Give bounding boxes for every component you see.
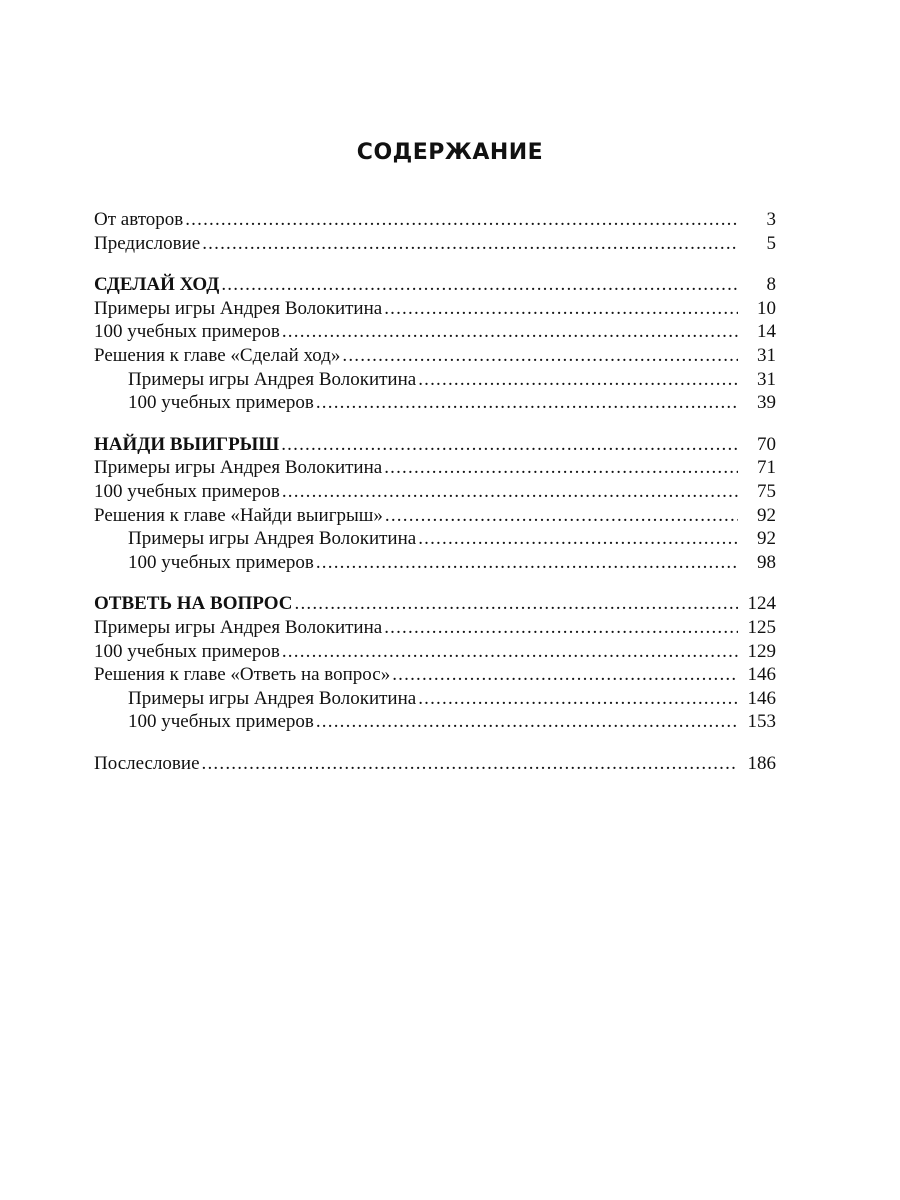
toc-page-number: 31 bbox=[757, 368, 776, 390]
toc-entry-label: НАЙДИ ВЫИГРЫШ bbox=[94, 433, 280, 455]
toc-page-number: 186 bbox=[747, 752, 776, 774]
toc-page-number: 3 bbox=[766, 209, 776, 230]
toc-entry bbox=[94, 663, 776, 687]
toc-page-number: 5 bbox=[766, 232, 776, 254]
page-title: СОДЕРЖАНИЕ bbox=[356, 139, 544, 165]
toc-dot-leader bbox=[384, 456, 738, 480]
toc-entry-label: Послесловие bbox=[94, 752, 200, 774]
toc-dot-leader bbox=[281, 433, 738, 457]
toc-entry bbox=[94, 640, 776, 664]
toc-page-number: 124 bbox=[747, 593, 776, 615]
toc-entry-label: 100 учебных примеров bbox=[94, 321, 280, 343]
toc-entry-label: 100 учебных примеров bbox=[128, 551, 314, 573]
table-of-contents bbox=[94, 208, 776, 775]
toc-entry bbox=[94, 368, 776, 392]
toc-entry-label: 100 учебных примеров bbox=[94, 640, 280, 662]
toc-entry bbox=[94, 752, 776, 776]
toc-page-number: 98 bbox=[757, 551, 776, 573]
toc-dot-leader bbox=[418, 368, 738, 392]
toc-entry bbox=[94, 710, 776, 734]
toc-page-number: 71 bbox=[757, 457, 776, 479]
toc-entry-label: От авторов bbox=[94, 209, 184, 230]
toc-entry bbox=[94, 391, 776, 415]
toc-entry-label: 100 учебных примеров bbox=[128, 392, 314, 414]
toc-part-entry bbox=[94, 592, 776, 616]
toc-page-number: 10 bbox=[757, 297, 776, 319]
toc-entry-label: 100 учебных примеров bbox=[128, 711, 314, 733]
toc-entry bbox=[94, 208, 776, 232]
toc-dot-leader bbox=[185, 208, 738, 232]
toc-page-number: 39 bbox=[757, 392, 776, 414]
toc-page-number: 146 bbox=[747, 687, 776, 709]
toc-dot-leader bbox=[392, 663, 738, 687]
toc-entry bbox=[94, 504, 776, 528]
toc-page-number: 75 bbox=[757, 480, 776, 502]
toc-entry-label: Решения к главе «Найди выигрыш» bbox=[94, 504, 383, 526]
toc-page-number: 14 bbox=[757, 321, 776, 343]
toc-entry bbox=[94, 527, 776, 551]
toc-page-number: 8 bbox=[766, 274, 776, 296]
toc-entry-label: Примеры игры Андрея Волокитина bbox=[94, 457, 383, 479]
toc-entry-label: Примеры игры Андрея Волокитина bbox=[128, 687, 417, 709]
toc-dot-leader bbox=[418, 687, 738, 711]
toc-dot-leader bbox=[316, 551, 738, 575]
toc-entry bbox=[94, 232, 776, 256]
toc-page-number: 146 bbox=[747, 664, 776, 686]
toc-dot-leader bbox=[221, 273, 738, 297]
toc-entry-label: ОТВЕТЬ НА ВОПРОС bbox=[94, 593, 293, 615]
toc-entry bbox=[94, 456, 776, 480]
toc-entry-label: Примеры игры Андрея Волокитина bbox=[94, 616, 383, 638]
toc-dot-leader bbox=[202, 752, 738, 776]
toc-page-number: 31 bbox=[757, 344, 776, 366]
toc-dot-leader bbox=[384, 616, 738, 640]
toc-dot-leader bbox=[316, 391, 738, 415]
toc-dot-leader bbox=[202, 232, 738, 256]
toc-page-number: 92 bbox=[757, 504, 776, 526]
toc-dot-leader bbox=[385, 504, 738, 528]
toc-part-entry bbox=[94, 273, 776, 297]
toc-entry bbox=[94, 297, 776, 321]
toc-page-number: 92 bbox=[757, 528, 776, 550]
toc-page-number: 70 bbox=[757, 433, 776, 455]
toc-entry bbox=[94, 616, 776, 640]
toc-entry-label: СДЕЛАЙ ХОД bbox=[94, 274, 220, 296]
toc-entry-label: Примеры игры Андрея Волокитина bbox=[94, 297, 383, 319]
toc-part-entry bbox=[94, 433, 776, 457]
toc-entry bbox=[94, 344, 776, 368]
toc-entry bbox=[94, 480, 776, 504]
toc-page-number: 129 bbox=[747, 640, 776, 662]
toc-entry-label: Примеры игры Андрея Волокитина bbox=[128, 368, 417, 390]
toc-entry bbox=[94, 687, 776, 711]
toc-entry-label: Предисловие bbox=[94, 232, 201, 254]
toc-dot-leader bbox=[316, 710, 738, 734]
toc-entry-label: Решения к главе «Сделай ход» bbox=[94, 344, 341, 366]
toc-dot-leader bbox=[384, 297, 738, 321]
toc-entry-label: Решения к главе «Ответь на вопрос» bbox=[94, 664, 391, 686]
toc-dot-leader bbox=[282, 480, 738, 504]
toc-dot-leader bbox=[418, 527, 738, 551]
toc-entry-label: 100 учебных примеров bbox=[94, 480, 280, 502]
toc-entry bbox=[94, 320, 776, 344]
toc-entry-label: Примеры игры Андрея Волокитина bbox=[128, 528, 417, 550]
toc-entry bbox=[94, 551, 776, 575]
toc-dot-leader bbox=[282, 320, 738, 344]
toc-dot-leader bbox=[282, 640, 738, 664]
toc-page-number: 125 bbox=[747, 616, 776, 638]
toc-dot-leader bbox=[295, 592, 739, 616]
toc-dot-leader bbox=[342, 344, 738, 368]
toc-page-number: 153 bbox=[747, 711, 776, 733]
